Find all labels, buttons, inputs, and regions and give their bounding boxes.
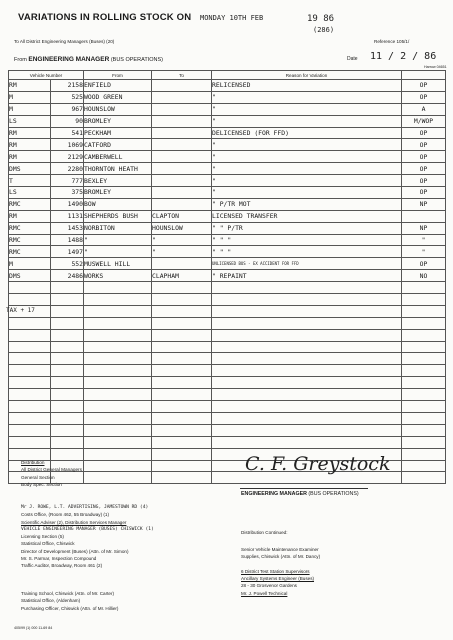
cell-code: OP (402, 91, 446, 103)
distribution-list (21, 504, 154, 570)
cell-to: " (152, 246, 212, 258)
cell-reason (212, 424, 402, 436)
cell-code: OP (402, 80, 446, 92)
distribution-line: Supplies, Chiswick (Attn. of Mr. Dancy) (241, 554, 321, 560)
cell-to (152, 353, 212, 365)
cell-code: M/WOP (402, 115, 446, 127)
cell-to (152, 305, 212, 317)
cell-vehicle-number: 2129 (51, 151, 84, 163)
cell-vehicle-number: 541 (51, 127, 84, 139)
cell-to (152, 365, 212, 377)
cell-reason (212, 401, 402, 413)
table-row (9, 115, 446, 127)
cell-to (152, 258, 212, 270)
table-row (9, 389, 446, 401)
header-reason: Reason for Variation (212, 71, 402, 80)
form-title: VARIATIONS IN ROLLING STOCK ON (18, 12, 192, 23)
cell-to (152, 175, 212, 187)
cell-reason: " (212, 115, 402, 127)
cell-to (152, 187, 212, 199)
cell-to: CLAPTON (152, 210, 212, 222)
table-row (9, 377, 446, 389)
cell-vehicle-type (9, 365, 51, 377)
table-row (9, 127, 446, 139)
cell-code: " (402, 234, 446, 246)
signatory-title (241, 491, 359, 497)
signature-line (240, 488, 368, 489)
from-value: ENGINEERING MANAGER (28, 56, 110, 63)
table-row (9, 234, 446, 246)
cell-to (152, 317, 212, 329)
cell-vehicle-type (9, 282, 51, 294)
cell-to (152, 460, 212, 472)
cell-vehicle-number (51, 353, 84, 365)
year-sub: (286) (313, 26, 335, 34)
cell-from: " (84, 234, 152, 246)
cell-from: WOOD GREEN (84, 91, 152, 103)
cell-reason (212, 305, 402, 317)
cell-from (84, 377, 152, 389)
cell-vehicle-type: RM (9, 127, 51, 139)
cell-from: THORNTON HEATH (84, 163, 152, 175)
cell-vehicle-number (51, 436, 84, 448)
cell-vehicle-type: RMC (9, 234, 51, 246)
cell-to (152, 151, 212, 163)
distribution-line: Purchasing Officer, Chiswick (Attn. of Mr. Hillier) (21, 605, 119, 611)
distribution-line: Senior Vehicle Maintenance Examiner (241, 547, 319, 552)
cell-from (84, 389, 152, 401)
cell-code: NP (402, 222, 446, 234)
cell-from (84, 329, 152, 341)
to-line: To All District Engineering Managers (Buses) (20) (14, 39, 115, 44)
cell-to (152, 424, 212, 436)
cell-vehicle-type: T (9, 175, 51, 187)
cell-code (402, 329, 446, 341)
header-vehicle-number: Vehicle Number (9, 71, 84, 80)
cell-vehicle-type (9, 389, 51, 401)
cell-to (152, 412, 212, 424)
cell-from (84, 305, 152, 317)
cell-from: BOW (84, 198, 152, 210)
distribution-line: Scientific Adviser (2), Distribution Services Manager (21, 519, 127, 525)
cell-code: NO (402, 270, 446, 282)
cell-vehicle-number (51, 305, 84, 317)
cell-vehicle-type: RM (9, 210, 51, 222)
cell-from (84, 401, 152, 413)
cell-reason: " " " (212, 246, 402, 258)
cell-from (84, 436, 152, 448)
cell-code: NP (402, 198, 446, 210)
handwritten-date: MONDAY 10TH FEB (200, 14, 264, 22)
distribution-line: 6 District Test Station Supervisors (241, 568, 310, 574)
cell-code (402, 401, 446, 413)
cell-vehicle-number: 1069 (51, 139, 84, 151)
cell-code (402, 436, 446, 448)
cell-to: HOUNSLOW (152, 222, 212, 234)
cell-to (152, 198, 212, 210)
cell-to (152, 329, 212, 341)
cell-reason: LICENSED TRANSFER (212, 210, 402, 222)
header-code (402, 71, 446, 80)
cell-code: OP (402, 175, 446, 187)
cell-vehicle-number (51, 424, 84, 436)
cell-code: OP (402, 127, 446, 139)
table-row (9, 317, 446, 329)
table-row (9, 305, 446, 317)
distribution-line: Mr J. ROWE, L.T. ADVERTISING, JAMESTOWN RD (4) (21, 505, 149, 510)
cell-to (152, 401, 212, 413)
distribution-line: Traffic Auditor, Broadway, Room 461 (2) (21, 563, 103, 569)
distribution-line: General Section (21, 474, 55, 480)
cell-reason: " (212, 91, 402, 103)
cell-reason (212, 353, 402, 365)
cell-reason (212, 389, 402, 401)
cell-vehicle-type: RM (9, 151, 51, 163)
distribution-line: All District General Managers (21, 467, 82, 473)
table-row (9, 210, 446, 222)
cell-reason (212, 377, 402, 389)
cell-code (402, 353, 446, 365)
cell-to: CLAPHAM (152, 270, 212, 282)
cell-reason (212, 282, 402, 294)
cell-reason (212, 294, 402, 306)
cell-from (84, 353, 152, 365)
signature: C. F. Greystock (245, 453, 391, 475)
cell-code (402, 472, 446, 484)
cell-to (152, 163, 212, 175)
distribution-line: Mr. S. Parmar, Inspection Compound (21, 556, 97, 562)
distribution-block (21, 459, 82, 489)
table-row (9, 341, 446, 353)
cell-vehicle-number (51, 412, 84, 424)
table-row (9, 163, 446, 175)
cell-reason: " (212, 163, 402, 175)
cell-to (152, 377, 212, 389)
cell-from: NORBITON (84, 222, 152, 234)
distribution-line: 28 - 30 Grosvenor Gardens (241, 583, 297, 589)
cell-vehicle-number: 525 (51, 91, 84, 103)
cell-reason: " (212, 175, 402, 187)
cell-vehicle-type (9, 412, 51, 424)
date-value: 11 / 2 / 86 (370, 51, 437, 62)
cell-from (84, 472, 152, 484)
cell-vehicle-number: 2280 (51, 163, 84, 175)
cell-vehicle-number: 1490 (51, 198, 84, 210)
cell-code: OP (402, 163, 446, 175)
distribution-line: Director of Development (Buses) (Attn. of Mr. Simon) (21, 548, 129, 554)
cell-from (84, 412, 152, 424)
cell-vehicle-number (51, 282, 84, 294)
cell-from: MUSWELL HILL (84, 258, 152, 270)
table-row (9, 139, 446, 151)
cell-vehicle-type: M (9, 258, 51, 270)
cell-reason: DELICENSED (FOR FFD) (212, 127, 402, 139)
cell-vehicle-type (9, 424, 51, 436)
cell-from: HOUNSLOW (84, 103, 152, 115)
form-code: Harrow 04651 (424, 65, 447, 69)
table-row (9, 270, 446, 282)
cell-reason (212, 412, 402, 424)
cell-code (402, 377, 446, 389)
table-row (9, 412, 446, 424)
table-row (9, 103, 446, 115)
distribution-list-bottom (21, 590, 118, 612)
cell-to (152, 436, 212, 448)
cell-vehicle-type: RMC (9, 198, 51, 210)
cell-vehicle-number (51, 365, 84, 377)
cell-to (152, 139, 212, 151)
table-header-row (9, 71, 446, 80)
cell-to (152, 472, 212, 484)
table-row (9, 401, 446, 413)
cell-from (84, 317, 152, 329)
cell-vehicle-number (51, 389, 84, 401)
cell-vehicle-type: RMC (9, 222, 51, 234)
cell-vehicle-type: LS (9, 187, 51, 199)
distribution-continued-list (241, 546, 320, 597)
cell-code (402, 389, 446, 401)
cell-vehicle-type (9, 341, 51, 353)
cell-vehicle-number: 1453 (51, 222, 84, 234)
header-to: To (152, 71, 212, 80)
table-row (9, 424, 446, 436)
distribution-line: Training School, Chiswick (Attn. of Mr. Carter) (21, 591, 115, 596)
cell-to (152, 115, 212, 127)
cell-to (152, 127, 212, 139)
cell-vehicle-number: 2158 (51, 80, 84, 92)
cell-reason: " (212, 139, 402, 151)
distribution-line: VEHICLE ENGINEERING MANAGER (BUSES) CHISWICK (1) (21, 526, 154, 532)
distribution-continued-heading: Distribution Continued: (241, 530, 288, 535)
cell-vehicle-number (51, 294, 84, 306)
cell-code: OP (402, 258, 446, 270)
cell-reason: " (212, 151, 402, 163)
cell-reason (212, 436, 402, 448)
cell-vehicle-type: M (9, 91, 51, 103)
cell-vehicle-type: RM (9, 139, 51, 151)
cell-vehicle-type: M (9, 103, 51, 115)
cell-vehicle-number: 90 (51, 115, 84, 127)
cell-from (84, 365, 152, 377)
cell-code (402, 424, 446, 436)
cell-vehicle-type: DMS (9, 163, 51, 175)
cell-reason: UNLICENSED BUS - EX ACCIDENT FOR FFD (212, 258, 402, 270)
cell-code: OP (402, 139, 446, 151)
cell-code: OP (402, 187, 446, 199)
footer-code: 405/99 (1) 000 11-69 84 (14, 626, 53, 630)
table-row (9, 80, 446, 92)
cell-code: A (402, 103, 446, 115)
table-row (9, 365, 446, 377)
cell-vehicle-type (9, 377, 51, 389)
cell-vehicle-number: 552 (51, 258, 84, 270)
table-row (9, 294, 446, 306)
table-row (9, 353, 446, 365)
from-sub: (BUS OPERATIONS) (110, 57, 163, 63)
table-row (9, 282, 446, 294)
cell-reason: " " " (212, 234, 402, 246)
cell-from: WORKS (84, 270, 152, 282)
cell-to (152, 103, 212, 115)
cell-vehicle-number (51, 401, 84, 413)
cell-reason: " (212, 187, 402, 199)
table-row (9, 258, 446, 270)
cell-reason: " REPAINT (212, 270, 402, 282)
cell-from (84, 341, 152, 353)
cell-code (402, 460, 446, 472)
cell-vehicle-number: 2486 (51, 270, 84, 282)
table-row (9, 436, 446, 448)
cell-to (152, 341, 212, 353)
cell-from (84, 424, 152, 436)
cell-code (402, 317, 446, 329)
variations-table (8, 70, 446, 484)
date-label: Date (347, 56, 358, 62)
cell-code (402, 282, 446, 294)
cell-from (84, 294, 152, 306)
cell-vehicle-number: 1131 (51, 210, 84, 222)
cell-from: BROMLEY (84, 115, 152, 127)
cell-from: CAMBERWELL (84, 151, 152, 163)
cell-from (84, 460, 152, 472)
cell-to (152, 448, 212, 460)
cell-from (84, 282, 152, 294)
cell-vehicle-type (9, 353, 51, 365)
cell-vehicle-type: RM (9, 80, 51, 92)
cell-code: OP (402, 151, 446, 163)
cell-vehicle-type: RMC (9, 246, 51, 258)
table-row (9, 187, 446, 199)
distribution-line: Ancillary Systems Engineer (Buses) (241, 576, 315, 582)
cell-to: " (152, 234, 212, 246)
header-from: From (84, 71, 152, 80)
cell-code (402, 341, 446, 353)
distribution-heading: Distribution (21, 460, 45, 465)
from-label: From (14, 57, 27, 63)
cell-vehicle-type (9, 401, 51, 413)
cell-vehicle-type: DMS (9, 270, 51, 282)
distribution-line: Statistical Office, Chiswick (21, 541, 75, 547)
year: 19 86 (307, 14, 335, 24)
cell-code (402, 294, 446, 306)
cell-to (152, 80, 212, 92)
cell-vehicle-type (9, 317, 51, 329)
cell-reason (212, 317, 402, 329)
cell-to (152, 282, 212, 294)
cell-vehicle-number (51, 341, 84, 353)
distribution-line: Costs Office, (Room 462, 55 Broadway) (1) (21, 512, 109, 518)
cell-reason (212, 341, 402, 353)
distribution-line (241, 561, 320, 568)
cell-reason (212, 329, 402, 341)
cell-vehicle-number (51, 377, 84, 389)
table-row (9, 246, 446, 258)
cell-from: BROMLEY (84, 187, 152, 199)
cell-code (402, 412, 446, 424)
table-row (9, 91, 446, 103)
distribution-line: Licensing Section (5) (21, 534, 64, 540)
cell-code (402, 305, 446, 317)
cell-reason: " P/TR MOT (212, 198, 402, 210)
cell-from: ENFIELD (84, 80, 152, 92)
cell-vehicle-type (9, 294, 51, 306)
cell-to (152, 294, 212, 306)
table-row (9, 151, 446, 163)
distribution-line: Mr. J. Powell Technical (241, 590, 288, 596)
cell-from: CATFORD (84, 139, 152, 151)
cell-to (152, 91, 212, 103)
cell-vehicle-number (51, 329, 84, 341)
cell-code: " (402, 246, 446, 258)
cell-vehicle-type (9, 329, 51, 341)
cell-vehicle-number (51, 317, 84, 329)
cell-reason: " (212, 103, 402, 115)
reference: Reference 105/1/ (374, 39, 410, 44)
distribution-line: Statistical Office, (Aldenham) (21, 598, 81, 604)
cell-vehicle-type (9, 436, 51, 448)
cell-from (84, 448, 152, 460)
cell-reason (212, 365, 402, 377)
cell-to (152, 389, 212, 401)
table-row (9, 222, 446, 234)
cell-vehicle-number: 967 (51, 103, 84, 115)
cell-vehicle-number: 375 (51, 187, 84, 199)
table-row (9, 175, 446, 187)
cell-from: SHEPHERDS BUSH (84, 210, 152, 222)
cell-vehicle-number: 1497 (51, 246, 84, 258)
cell-code (402, 365, 446, 377)
cell-from: " (84, 246, 152, 258)
cell-from: PECKHAM (84, 127, 152, 139)
cell-vehicle-number: 777 (51, 175, 84, 187)
cell-reason: RELICENSED (212, 80, 402, 92)
cell-vehicle-number: 1488 (51, 234, 84, 246)
cell-code (402, 448, 446, 460)
table-row (9, 329, 446, 341)
cell-code (402, 210, 446, 222)
signatory-title-sub: (BUS OPERATIONS) (308, 491, 359, 497)
signatory-title-main: ENGINEERING MANAGER (241, 491, 307, 497)
cell-vehicle-type: LS (9, 115, 51, 127)
extra-note: TAX + 17 (6, 307, 35, 314)
distribution-line: Body Spec. Section (21, 482, 62, 488)
cell-from: BEXLEY (84, 175, 152, 187)
from-line (14, 56, 163, 63)
cell-reason: " " P/TR (212, 222, 402, 234)
table-row (9, 198, 446, 210)
